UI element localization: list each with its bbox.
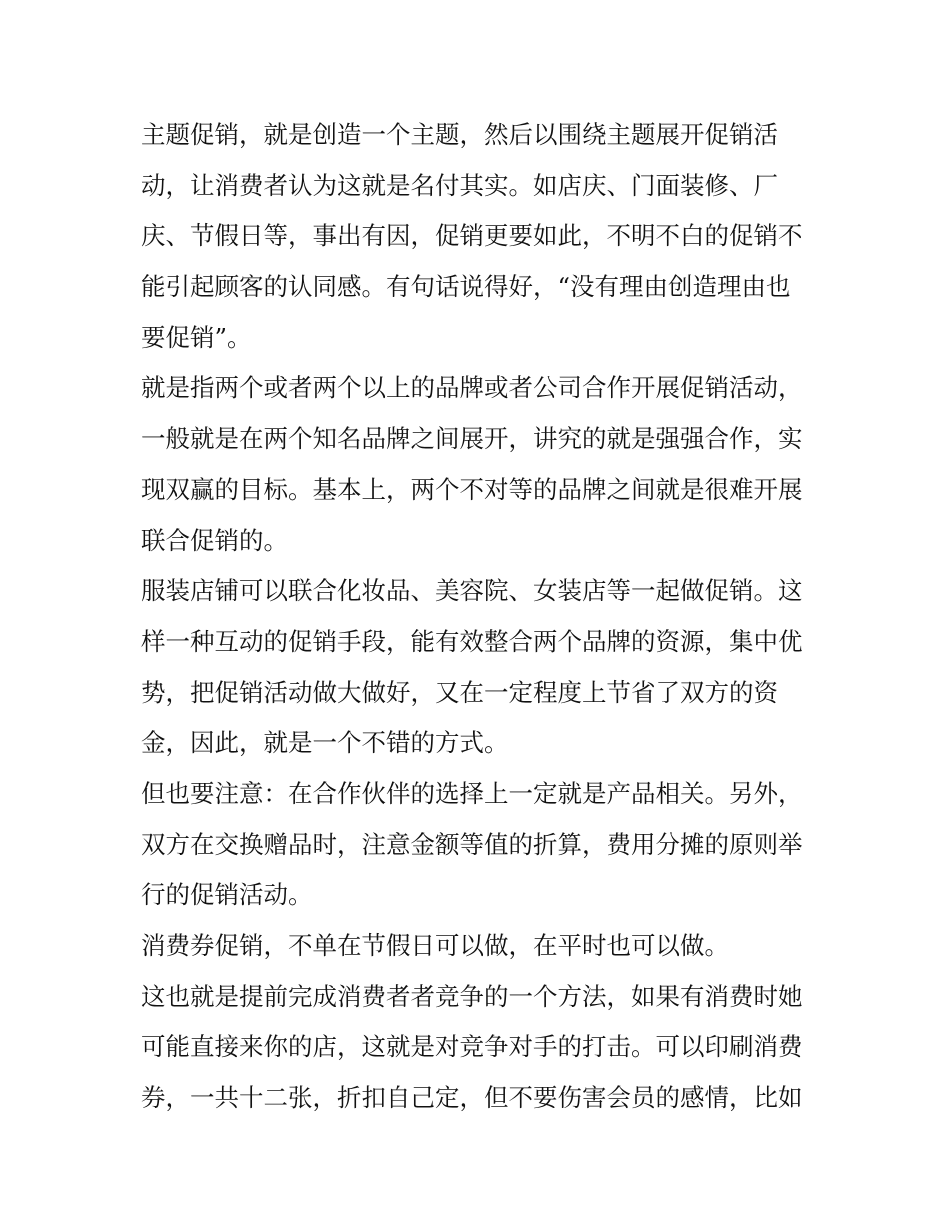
text-line: 能引起顾客的认同感。有句话说得好，“没有理由创造理由也	[141, 272, 791, 302]
text-line: 就是指两个或者两个以上的品牌或者公司合作开展促销活动，	[141, 373, 803, 403]
text-line: 这也就是提前完成消费者者竞争的一个方法，如果有消费时她	[141, 981, 803, 1011]
text-line: 势，把促销活动做大做好，又在一定程度上节省了双方的资	[141, 677, 778, 707]
text-line: 双方在交换赠品时，注意金额等值的折算，费用分摊的原则举	[141, 829, 803, 859]
text-line: 但也要注意：在合作伙伴的选择上一定就是产品相关。另外，	[141, 778, 803, 808]
text-line: 联合促销的。	[141, 525, 288, 555]
text-line: 消费券促销，不单在节假日可以做，在平时也可以做。	[141, 931, 729, 960]
text-line: 现双赢的目标。基本上，两个不对等的品牌之间就是很难开展	[141, 474, 803, 504]
text-line: 行的促销活动。	[141, 880, 313, 910]
text-line: 动，让消费者认为这就是名付其实。如店庆、门面装修、厂	[141, 170, 778, 200]
text-line: 主题促销，就是创造一个主题，然后以围绕主题展开促销活	[141, 120, 778, 149]
text-line: 庆、节假日等，事出有因，促销更要如此，不明不白的促销不	[141, 221, 803, 251]
text-line: 服装店铺可以联合化妆品、美容院、女装店等一起做促销。这	[141, 576, 803, 606]
text-line: 金，因此，就是一个不错的方式。	[141, 728, 509, 758]
body-text	[141, 110, 821, 1124]
text-line: 样一种互动的促销手段，能有效整合两个品牌的资源，集中优	[141, 626, 803, 656]
text-line: 一般就是在两个知名品牌之间展开，讲究的就是强强合作，实	[141, 424, 803, 454]
text-line: 券，一共十二张，折扣自己定，但不要伤害会员的感情，比如	[141, 1083, 803, 1113]
text-line: 可能直接来你的店，这就是对竞争对手的打击。可以印刷消费	[141, 1032, 803, 1062]
text-line: 要促销”。	[141, 322, 252, 352]
